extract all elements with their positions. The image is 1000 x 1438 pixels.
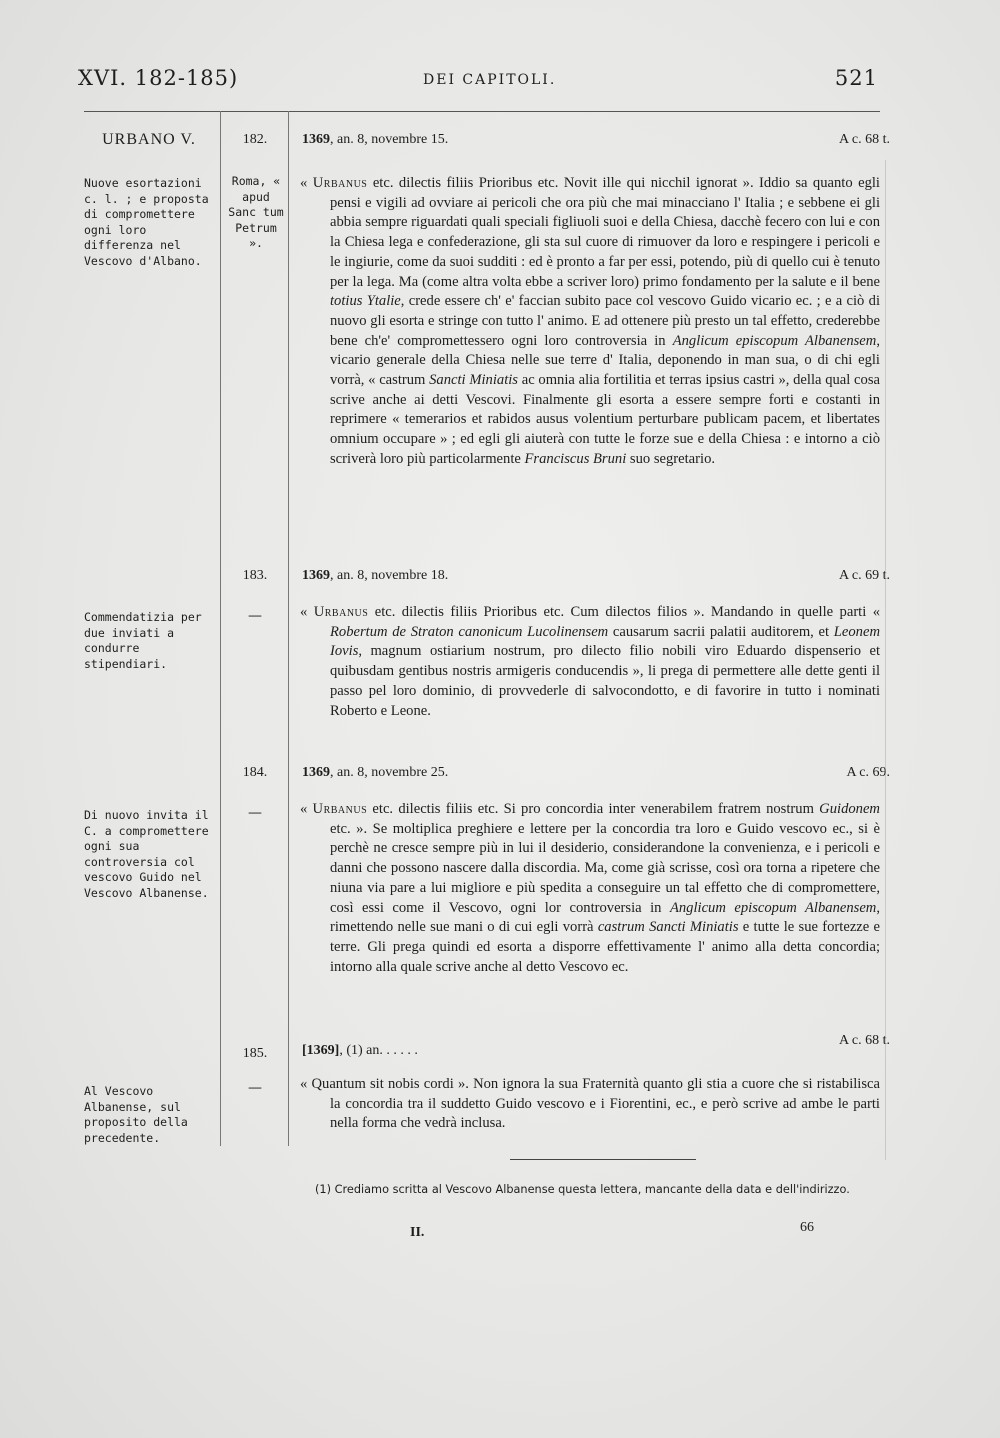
text-smallcaps: Urbanus [313,604,369,620]
text-part: ac omnia alia fortilitia et terras ipsius castri », della qual cosa scrive anche ai detti Vescovi. Finalmente gli esorta a essere sempre forti e costanti in reprimere « temerarios et rabidos ausus volentium perturbare publicam pacem, et libertates omnium occupare » ; ed egli gli aiuterà con tutte le forze sue e della Chiesa : e intorno a ciò scriverà loro più particolarmente [330,372,880,467]
text-part: etc. dilectis filiis Prioribus etc. Cum dilectos filios ». Mandando in quelle parti « [368,604,881,620]
entry-year: 1369 [302,132,330,147]
entry-place: — [248,805,262,821]
entry-text [300,800,880,977]
pope-name: URBANO V. [102,131,196,148]
entry-year: [1369] [302,1043,340,1058]
text-part: , crede essere ch' e' faccian subito pace col vescovo Guido vicario ec. ; e a ciò di nuovo gli esorta e stringe con tutto l' animo. E ad ottenere più presto un tal effetto, crederebbe bene ch'e' compromettessero ogni loro controversia in [330,293,880,349]
entry-date-text: , an. 8, novembre 18. [330,568,449,583]
entry-number: 184. [242,765,268,780]
text-italic: Franciscus Bruni [524,450,627,467]
header-page-number: 521 [834,66,878,90]
text-italic: Leonem Iovis [330,623,880,660]
footnote-rule [510,1159,696,1160]
entry-reference: A c. 68 t. [839,132,890,147]
text-italic: Guidonem [819,801,880,817]
entry-place: — [248,608,262,624]
entry-number: 182. [242,132,268,147]
column-divider-right [288,111,289,1146]
entry-date [302,568,448,584]
text-part: « [300,175,313,191]
header-section-range: XVI. 182-185) [78,66,239,90]
entry-date [302,765,448,781]
entry-summary: Nuove esortazioni c. l. ; e proposta di compromettere ogni loro differenza nel Vescovo d'Albano. [84,176,209,268]
entry-text [300,1075,880,1134]
text-part: « [300,801,313,817]
signature-mark: II. [410,1225,425,1240]
entry-reference: A c. 69. [846,765,890,780]
text-part: causarum sacrii palatii auditorem, et [608,623,834,640]
entry-place: Roma, « apud Sanc tum Petrum ». [228,174,284,250]
header-rule [84,111,880,112]
header-title: DEI CAPITOLI. [423,72,557,88]
text-italic: totius Ytalie [330,293,401,310]
text-part: etc. dilectis filiis Prioribus etc. Novit ille qui nicchil ignorat ». Iddio sa quanto egli pensi e vigili ad ovviare ai pericoli che ora più che mai minacciano l' Italia ; e sebbene ei gli abbia sempre riguardati quali speciali figliuoli suoi e della Chiesa, dacchè fecero con lui e con la Chiesa lega e confederazione, gli sta sul cuore di rimuover da loro e respingere i pericoli e le ingiurie, come da suoi sudditi : ed è pronto a far per essi, potendo, più di quello cui è tenuto per la lega. Ma (come altra volta ebbe a scriver loro) primo fondamento per la salute e il bene [330,175,880,290]
text-part: « [300,604,314,620]
page-edge [885,160,886,1160]
text-part: e tutte le sue fortezze e terre. Gli prega quindi ed esorta a disporre effettivamente l' animo alla detta concordia; intorno alla quale scrive anche al detto Vescovo ec. [330,919,881,975]
entry-number: 183. [242,568,268,583]
entry-date [302,1043,418,1059]
entry-summary: Al Vescovo Albanense, sul proposito della precedente. [84,1084,188,1145]
text-italic: Anglicum episcopum Albanensem [669,899,877,916]
text-part: etc. dilectis filiis etc. Si pro concordia inter venerabilem fratrem nostrum [367,801,820,817]
text-smallcaps: Urbanus [312,175,368,191]
text-part: , rimettendo nelle sue mani o di cui egli vorrà [330,899,880,936]
text-part: , magnum ostiarium nostrum, pro dilecto filio nobili viro Eduardo dispenserio et quibusdam gentibus nostris armigeris conducendis », li prega di permettere alle dette genti il passo pel loro dominio, di provvederle di salvocondotto, e di favorire in tutto i nominati Roberto e Leone. [330,643,880,719]
entry-date-text: , an. 8, novembre 25. [330,765,449,780]
text-smallcaps: Urbanus [312,801,368,817]
column-divider-left [220,111,221,1146]
footnote: (1) Crediamo scritta al Vescovo Albanense questa lettera, mancante della data e dell'indirizzo. [315,1183,850,1196]
text-part: , vicario generale della Chiesa nelle sue terre d' Italia, deponendo in man sua, o di chi egli vorrà, « castrum [330,332,880,389]
entry-reference: A c. 68 t. [839,1033,890,1048]
text-part: « Quantum sit nobis cordi ». Non ignora la sua Fraternità quanto gli stia a cuore che si ristabilisca la concordia tra il suddetto Guido vescovo e i Fiorentini, ec., e però scrive ad ambe le parti nella forma che vedrà inclusa. [300,1076,880,1132]
entry-summary: Commendatizia per due inviati a condurre stipendiari. [84,610,202,671]
text-italic: castrum Sancti Miniatis [597,919,739,936]
entry-text [300,603,880,721]
text-italic: Anglicum episcopum Albanensem [672,332,877,349]
entry-summary: Di nuovo invita il C. a compromettere ogni sua controversia col vescovo Guido nel Vescovo Albanense. [84,808,209,900]
entry-date-text: , (1) an. . . . . . [339,1043,418,1058]
text-part: etc. ». Se moltiplica preghiere e lettere per la concordia tra loro e Guido vescovo ec., si è perchè ne cresce sempre più in lui il desiderio, considerandone la convenienza, e i pericoli e danni che possono nascere dalla discordia. Ma, come già scrisse, così ora torna a ripetere che niuna via pare a lui migliore e più spedita a conseguire un tal effetto che di compromettere, così essi come il Vescovo, ogni lor controversia in [330,820,880,916]
running-header [78,66,878,96]
entry-year: 1369 [302,765,330,780]
entry-text [300,174,880,470]
text-part: suo segretario. [626,450,716,467]
entry-date-text: , an. 8, novembre 15. [330,132,449,147]
gathering-number: 66 [800,1220,814,1235]
entry-year: 1369 [302,568,330,583]
entry-date [302,132,448,148]
entry-place: — [248,1080,262,1096]
entry-number: 185. [242,1046,268,1061]
text-italic: Sancti Miniatis [429,372,518,389]
entry-reference: A c. 69 t. [839,568,890,583]
text-italic: Robertum de Straton canonicum Lucolinensem [330,623,609,640]
